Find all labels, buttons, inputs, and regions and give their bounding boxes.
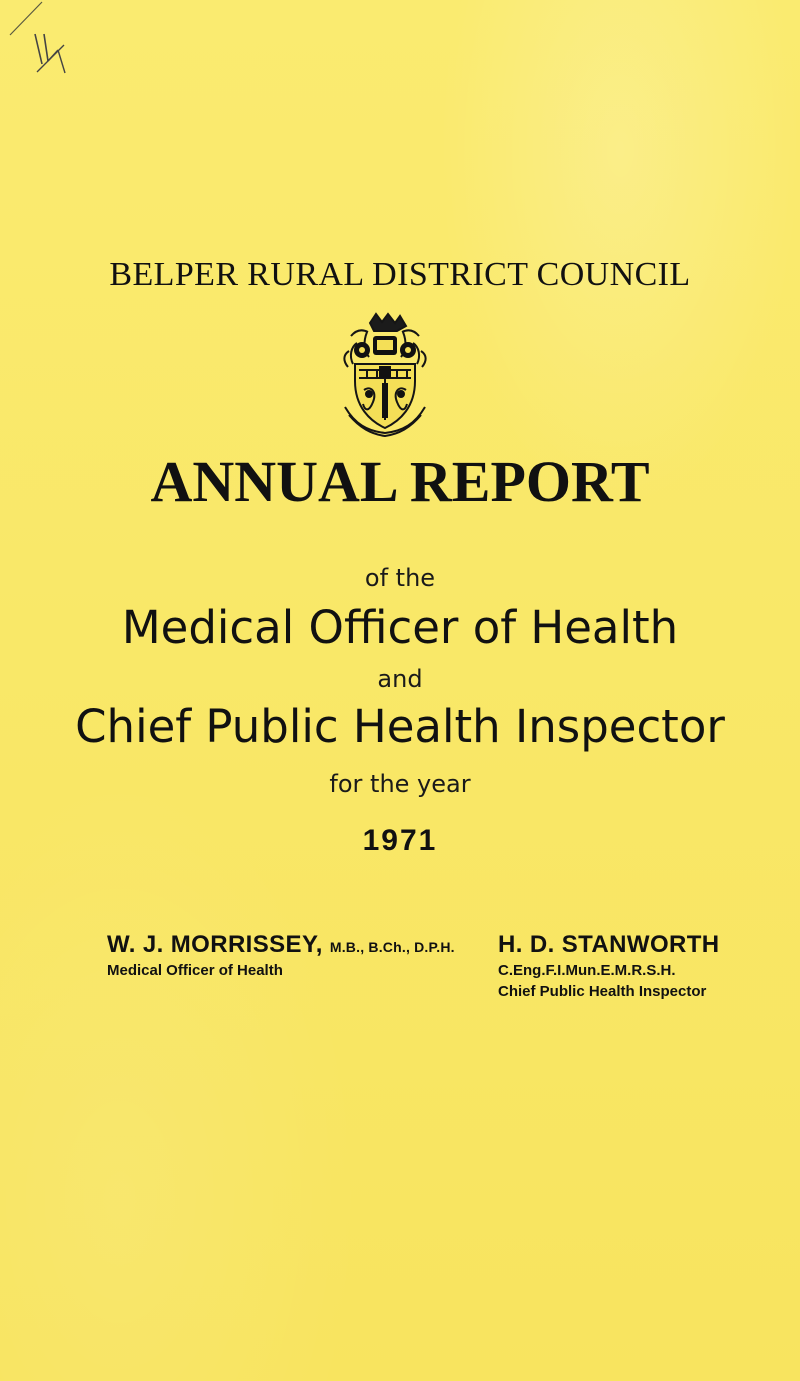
inspector-name: H. D. STANWORTH bbox=[498, 931, 720, 958]
inspector-qualifications: C.Eng.F.I.Mun.E.M.R.S.H. bbox=[498, 962, 676, 979]
medical-officer-role: Medical Officer of Health bbox=[107, 962, 283, 979]
medical-officer-name: W. J. MORRISSEY, bbox=[107, 931, 323, 958]
report-year: 1971 bbox=[362, 824, 438, 857]
medical-officer-signature-block bbox=[107, 933, 455, 978]
and-text: and bbox=[377, 665, 423, 693]
medical-officer-name-line bbox=[107, 933, 455, 957]
medical-officer-qualifications: M.B., B.Ch., D.P.H. bbox=[329, 939, 455, 955]
inspector-role: Chief Public Health Inspector bbox=[498, 983, 707, 1000]
inspector-signature-block bbox=[498, 933, 720, 999]
council-name: BELPER RURAL DISTRICT COUNCIL bbox=[109, 256, 691, 293]
report-title: ANNUAL REPORT bbox=[150, 449, 650, 514]
medical-officer-title: Medical Officer of Health bbox=[121, 601, 679, 654]
public-health-inspector-title: Chief Public Health Inspector bbox=[75, 700, 725, 753]
council-crest-icon bbox=[339, 312, 431, 440]
corner-pencil-mark-icon bbox=[4, 0, 114, 110]
of-the-text: of the bbox=[364, 564, 436, 592]
for-the-year-text: for the year bbox=[329, 770, 471, 798]
